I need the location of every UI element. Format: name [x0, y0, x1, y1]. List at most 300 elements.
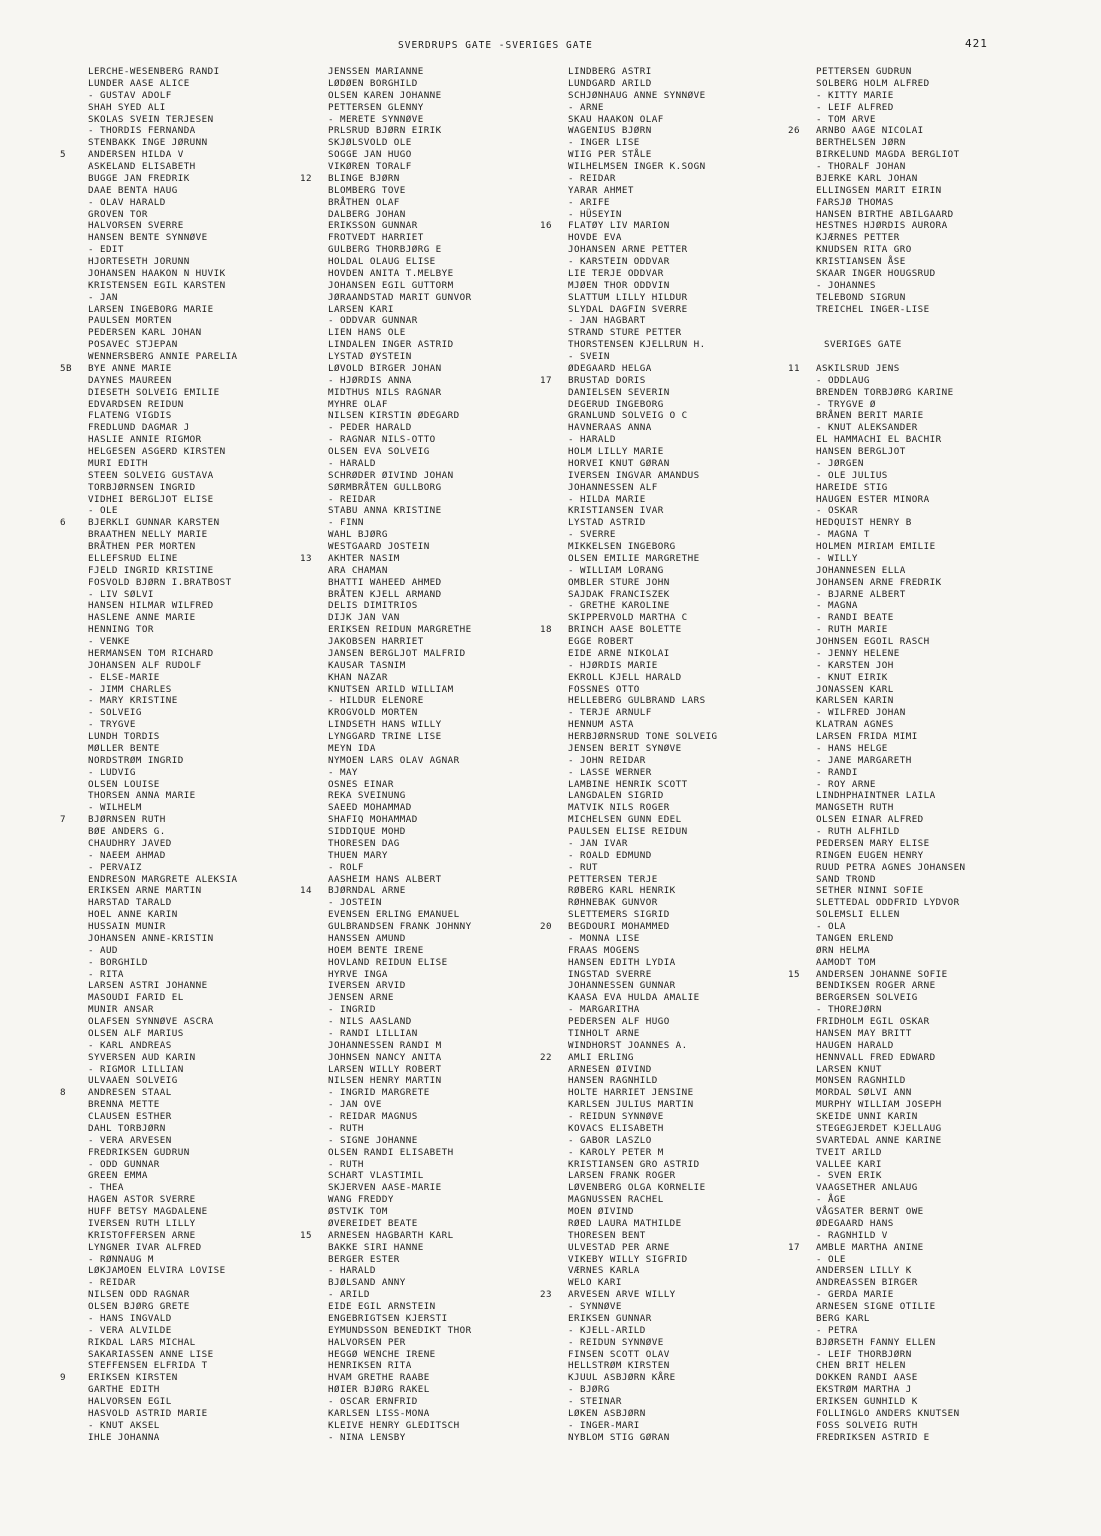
resident-entry	[788, 1349, 1023, 1361]
house-number: 16	[540, 220, 552, 232]
resident-entry	[300, 1313, 535, 1325]
resident-entry	[540, 933, 775, 945]
resident-name: HASLIE ANNIE RIGMOR	[88, 434, 202, 446]
resident-name: KLATRAN AGNES	[816, 719, 894, 731]
resident-name: KAUSAR TASNIM	[328, 659, 406, 671]
resident-name: - BORGHILD	[88, 956, 148, 968]
resident-name: FROTVEDT HARRIET	[328, 232, 424, 244]
resident-entry	[300, 838, 535, 850]
resident-entry	[300, 422, 535, 434]
house-number-entry	[788, 1242, 1023, 1254]
resident-name: HANSEN EDITH LYDIA	[568, 956, 676, 968]
house-number-entry	[60, 363, 295, 375]
house-number-entry	[300, 553, 535, 565]
resident-entry	[60, 185, 295, 197]
resident-entry	[788, 755, 1023, 767]
resident-name: HOLMEN MIRIAM EMILIE	[816, 541, 936, 552]
resident-entry	[300, 197, 535, 209]
resident-name: PETTERSEN GUDRUN	[816, 66, 912, 77]
resident-name: KNUDSEN RITA GRO	[816, 244, 912, 256]
resident-name: FOSS SOLVEIG RUTH	[816, 1419, 918, 1431]
resident-name: KNUTSEN ARILD WILLIAM	[328, 683, 454, 695]
resident-name: JOHANNESSEN ALF	[568, 481, 658, 493]
resident-entry	[60, 161, 295, 173]
house-number: 13	[300, 552, 312, 564]
resident-name: BEGDOURI MOHAMMED	[568, 921, 670, 932]
resident-entry	[300, 185, 535, 197]
resident-entry	[540, 363, 775, 375]
resident-name: AASHEIM HANS ALBERT	[328, 873, 442, 885]
resident-entry	[300, 612, 535, 624]
resident-name: HOLM LILLY MARIE	[568, 446, 664, 457]
resident-name: WANG FREDDY	[328, 1194, 394, 1206]
resident-name: MUNIR ANSAR	[88, 1004, 154, 1016]
resident-name: OSNES EINAR	[328, 778, 394, 790]
resident-entry	[60, 695, 295, 707]
resident-entry	[300, 909, 535, 921]
resident-name: - THOREJØRN	[816, 1004, 882, 1016]
resident-name: - OLE	[88, 505, 118, 517]
resident-entry	[540, 1111, 775, 1123]
resident-name: PETTERSEN TERJE	[568, 873, 658, 885]
resident-name: ARNESEN ØIVIND	[568, 1063, 652, 1075]
resident-entry	[60, 1360, 295, 1372]
resident-name: - OLE	[816, 1253, 846, 1265]
resident-name: SCHJØNHAUG ANNE SYNNØVE	[568, 89, 706, 101]
resident-name: FOSVOLD BJØRN I.BRATBOST	[88, 576, 232, 588]
resident-name: HUSSAIN MUNIR	[88, 921, 166, 932]
resident-entry	[540, 161, 775, 173]
resident-name: CLAUSEN ESTHER	[88, 1111, 172, 1122]
resident-name: HEDQUIST HENRY B	[816, 517, 912, 529]
resident-name: - VERA ALVILDE	[88, 1324, 172, 1336]
resident-name: VÆRNES KARLA	[568, 1265, 640, 1277]
resident-name: LUNDER AASE ALICE	[88, 77, 190, 89]
column-4	[788, 66, 1023, 1444]
resident-name: - JOHANNES	[816, 279, 876, 291]
resident-name: SØRMBRÅTEN GULLBORG	[328, 481, 442, 493]
resident-entry	[300, 684, 535, 696]
resident-name: BENDIKSEN ROGER ARNE	[816, 980, 936, 992]
resident-name: WELO KARI	[568, 1277, 622, 1289]
resident-entry	[300, 268, 535, 280]
resident-entry	[300, 541, 535, 553]
house-number-entry	[540, 1289, 775, 1301]
resident-entry	[788, 553, 1023, 565]
resident-entry	[540, 767, 775, 779]
resident-entry	[60, 897, 295, 909]
resident-name: - OLAV HARALD	[88, 196, 166, 208]
resident-name: PAULSEN ELISE REIDUN	[568, 826, 688, 837]
resident-entry	[540, 600, 775, 612]
resident-entry	[540, 790, 775, 802]
resident-name: JENSSEN MARIANNE	[328, 66, 424, 77]
resident-entry	[540, 684, 775, 696]
resident-entry	[300, 304, 535, 316]
resident-name: MORDAL SØLVI ANN	[816, 1087, 912, 1099]
resident-entry	[540, 1254, 775, 1266]
resident-entry	[300, 339, 535, 351]
resident-name: VIKEBY WILLY SIGFRID	[568, 1253, 688, 1265]
resident-name: REKA SVEINUNG	[328, 790, 406, 802]
house-number: 14	[300, 885, 312, 897]
resident-name: - SYNNØVE	[568, 1301, 622, 1312]
resident-entry	[300, 1420, 535, 1432]
resident-entry	[60, 755, 295, 767]
resident-entry	[300, 850, 535, 862]
resident-entry	[300, 707, 535, 719]
resident-name: - HÜSEYIN	[568, 208, 622, 220]
resident-entry	[60, 494, 295, 506]
resident-name: SLATTUM LILLY HILDUR	[568, 291, 688, 303]
resident-entry	[540, 1004, 775, 1016]
resident-name: - REIDUN SYNNØVE	[568, 1336, 664, 1348]
resident-name: - JAN IVAR	[568, 837, 628, 849]
resident-name: TELEBOND SIGRUN	[816, 291, 906, 303]
resident-name: - KARL ANDREAS	[88, 1039, 172, 1051]
resident-name: SAJDAK FRANCISZEK	[568, 588, 670, 600]
resident-name: BRÅTEN KJELL ARMAND	[328, 588, 442, 600]
resident-entry	[788, 102, 1023, 114]
resident-name: - HANS HELGE	[816, 742, 888, 754]
resident-name: - SOLVEIG	[88, 707, 142, 719]
resident-entry	[300, 1052, 535, 1064]
resident-name: LYSTAD ASTRID	[568, 517, 646, 529]
resident-name: KRISTIANSEN GRO ASTRID	[568, 1158, 700, 1170]
resident-entry	[60, 1004, 295, 1016]
resident-name: - MAGNA	[816, 600, 858, 612]
resident-name: ULVAAEN SOLVEIG	[88, 1075, 178, 1087]
resident-entry	[788, 1218, 1023, 1230]
resident-name: BRAATHEN NELLY MARIE	[88, 529, 208, 541]
resident-name: BIRKELUND MAGDA BERGLIOT	[816, 149, 960, 161]
resident-name: GULBERG THORBJØRG E	[328, 244, 442, 256]
resident-entry	[60, 802, 295, 814]
resident-entry	[788, 850, 1023, 862]
resident-name: MATVIK NILS ROGER	[568, 802, 670, 814]
resident-name: KARLSEN LISS-MONA	[328, 1407, 430, 1419]
resident-name: TREICHEL INGER-LISE	[816, 303, 930, 315]
resident-name: DAAE BENTA HAUG	[88, 184, 178, 196]
resident-name: NYBLOM STIG GØRAN	[568, 1431, 670, 1443]
resident-entry	[60, 375, 295, 387]
resident-name: SCHART VLASTIMIL	[328, 1170, 424, 1182]
resident-entry	[300, 624, 535, 636]
resident-entry	[300, 137, 535, 149]
resident-name: SLYDAL DAGFIN SVERRE	[568, 303, 688, 315]
resident-entry	[60, 1218, 295, 1230]
resident-entry	[788, 1420, 1023, 1432]
resident-name: ENGEBRIGTSEN KJERSTI	[328, 1312, 448, 1324]
resident-entry	[60, 684, 295, 696]
resident-entry	[60, 1111, 295, 1123]
resident-name: BERTHELSEN JØRN	[816, 137, 906, 149]
resident-entry	[540, 1313, 775, 1325]
resident-entry	[788, 137, 1023, 149]
house-number: 18	[540, 624, 552, 636]
resident-entry	[300, 1099, 535, 1111]
resident-name: BERG KARL	[816, 1312, 870, 1324]
resident-name: HELGESEN ASGERD KIRSTEN	[88, 446, 226, 457]
resident-entry	[300, 945, 535, 957]
resident-name: KLEIVE HENRY GLEDITSCH	[328, 1419, 460, 1431]
resident-entry	[788, 1194, 1023, 1206]
resident-entry	[300, 719, 535, 731]
resident-entry	[540, 1064, 775, 1076]
resident-name: ANDRESEN STAAL	[88, 1087, 172, 1099]
resident-entry	[60, 446, 295, 458]
resident-name: - GABOR LASZLO	[568, 1134, 652, 1146]
resident-entry	[540, 1360, 775, 1372]
house-number-entry	[60, 1087, 295, 1099]
resident-entry	[788, 672, 1023, 684]
house-number: 15	[300, 1229, 312, 1241]
house-number-entry	[540, 921, 775, 933]
resident-entry	[300, 434, 535, 446]
house-number-entry	[300, 1230, 535, 1242]
resident-entry	[300, 1384, 535, 1396]
resident-entry	[60, 553, 295, 565]
resident-name: LØVENBERG OLGA KORNELIE	[568, 1182, 706, 1194]
resident-entry	[300, 387, 535, 399]
resident-entry	[540, 838, 775, 850]
resident-name: HYRVE INGA	[328, 968, 388, 980]
resident-entry	[60, 648, 295, 660]
resident-entry	[788, 173, 1023, 185]
resident-entry	[540, 470, 775, 482]
resident-name: BJØRSETH FANNY ELLEN	[816, 1336, 936, 1348]
resident-name: MØLLER BENTE	[88, 742, 160, 754]
resident-name: - GUSTAV ADOLF	[88, 89, 172, 101]
resident-name: HALVORSEN EGIL	[88, 1396, 172, 1407]
resident-entry	[60, 1064, 295, 1076]
resident-entry	[540, 992, 775, 1004]
resident-entry	[788, 529, 1023, 541]
resident-name: SKEIDE UNNI KARIN	[816, 1111, 918, 1122]
resident-entry	[60, 1325, 295, 1337]
resident-name: - NAEEM AHMAD	[88, 849, 166, 861]
resident-entry	[540, 173, 775, 185]
resident-name: ERIKSEN GUNHILD K	[816, 1396, 918, 1407]
resident-name: SAEED MOHAMMAD	[328, 802, 412, 814]
resident-entry	[300, 458, 535, 470]
resident-entry	[60, 612, 295, 624]
resident-entry	[788, 422, 1023, 434]
resident-entry	[300, 1242, 535, 1254]
resident-entry	[788, 1230, 1023, 1242]
resident-name: - MERETE SYNNØVE	[328, 113, 424, 125]
resident-entry	[300, 529, 535, 541]
resident-entry	[300, 161, 535, 173]
resident-name: - INGER LISE	[568, 137, 640, 149]
resident-entry	[300, 695, 535, 707]
resident-entry	[60, 387, 295, 399]
resident-name: NILSEN ODD RAGNAR	[88, 1289, 190, 1301]
resident-entry	[300, 1194, 535, 1206]
resident-name: ERIKSEN ARNE MARTIN	[88, 885, 202, 897]
resident-name: MYHRE OLAF	[328, 398, 388, 410]
resident-name: EIDE EGIL ARNSTEIN	[328, 1301, 436, 1312]
resident-name: LUNDGARD ARILD	[568, 77, 652, 89]
house-number: 22	[540, 1051, 552, 1063]
resident-name: - JOHN REIDAR	[568, 754, 646, 766]
resident-entry	[788, 1277, 1023, 1289]
resident-entry	[60, 244, 295, 256]
resident-entry	[300, 980, 535, 992]
resident-name: - SIGNE JOHANNE	[328, 1134, 418, 1146]
resident-entry	[788, 304, 1023, 316]
resident-entry	[60, 1159, 295, 1171]
resident-entry	[300, 933, 535, 945]
resident-entry	[788, 494, 1023, 506]
resident-name: - JAN OVE	[328, 1099, 382, 1111]
resident-entry	[60, 660, 295, 672]
resident-name: BRENDEN TORBJØRG KARINE	[816, 386, 954, 398]
resident-name: OLSEN LOUISE	[88, 778, 160, 790]
resident-entry	[60, 90, 295, 102]
resident-entry	[300, 1325, 535, 1337]
resident-name: FARSJØ THOMAS	[816, 196, 894, 208]
resident-name: EKSTRØM MARTHA J	[816, 1384, 912, 1396]
resident-entry	[788, 149, 1023, 161]
resident-entry	[788, 1372, 1023, 1384]
resident-name: - ARIFE	[568, 196, 610, 208]
resident-entry	[788, 660, 1023, 672]
resident-entry	[60, 1337, 295, 1349]
resident-entry	[300, 399, 535, 411]
resident-entry	[540, 494, 775, 506]
resident-name: JOHANSEN EGIL GUTTORM	[328, 279, 454, 291]
resident-name: INGSTAD SVERRE	[568, 968, 652, 980]
resident-name: HOEM BENTE IRENE	[328, 944, 424, 956]
resident-name: OLSEN BJØRG GRETE	[88, 1301, 190, 1312]
house-number: 15	[788, 968, 800, 980]
resident-entry	[788, 1099, 1023, 1111]
resident-name: HALVORSEN PER	[328, 1336, 406, 1348]
resident-entry	[60, 339, 295, 351]
resident-entry	[540, 244, 775, 256]
resident-entry	[540, 826, 775, 838]
resident-name: HANSSEN AMUND	[328, 932, 406, 944]
resident-name: ELLINGSEN MARIT EIRIN	[816, 184, 942, 196]
resident-name: HELLSTRØM KIRSTEN	[568, 1360, 670, 1372]
resident-name: ERIKSSON GUNNAR	[328, 220, 418, 232]
resident-entry	[788, 375, 1023, 387]
resident-entry	[300, 1111, 535, 1123]
resident-name: THORESEN BENT	[568, 1229, 646, 1241]
resident-entry	[540, 399, 775, 411]
resident-entry	[540, 410, 775, 422]
resident-name: STRAND STURE PETTER	[568, 327, 682, 339]
resident-entry	[788, 862, 1023, 874]
resident-entry	[788, 1360, 1023, 1372]
resident-entry	[540, 577, 775, 589]
house-number: 5	[60, 149, 66, 161]
resident-name: - EDIT	[88, 244, 124, 256]
resident-name: - FINN	[328, 517, 364, 529]
resident-name: SIDDIQUE MOHD	[328, 826, 406, 837]
resident-entry	[540, 1325, 775, 1337]
resident-entry	[60, 1182, 295, 1194]
resident-name: SVARTEDAL ANNE KARINE	[816, 1134, 942, 1146]
resident-entry	[540, 280, 775, 292]
resident-name: OLSEN KAREN JOHANNE	[328, 89, 442, 101]
resident-entry	[300, 636, 535, 648]
resident-name: - GERDA MARIE	[816, 1289, 894, 1301]
resident-entry	[788, 790, 1023, 802]
resident-entry	[540, 636, 775, 648]
resident-name: KRISTOFFERSEN ARNE	[88, 1229, 196, 1241]
resident-name: - RUTH MARIE	[816, 624, 888, 636]
resident-name: DAHL TORBJØRN	[88, 1122, 166, 1134]
resident-name: - RANDI LILLIAN	[328, 1027, 418, 1039]
house-number-entry	[60, 1372, 295, 1384]
resident-name: - VENKE	[88, 636, 130, 647]
resident-name: JENSEN BERIT SYNØVE	[568, 742, 682, 754]
resident-name: ØVEREIDET BEATE	[328, 1217, 418, 1229]
resident-entry	[540, 1159, 775, 1171]
resident-name: FRAAS MOGENS	[568, 944, 640, 956]
resident-entry	[788, 897, 1023, 909]
resident-name: STEFFENSEN ELFRIDA T	[88, 1360, 208, 1372]
resident-entry	[60, 1099, 295, 1111]
resident-entry	[60, 280, 295, 292]
resident-entry	[60, 624, 295, 636]
resident-name: KROGVOLD MORTEN	[328, 707, 418, 719]
resident-name: - ROALD EDMUND	[568, 849, 652, 861]
resident-entry	[60, 399, 295, 411]
resident-entry	[540, 387, 775, 399]
resident-name: - HJØRDIS MARIE	[568, 659, 658, 671]
resident-entry	[788, 220, 1023, 232]
resident-name: PEDERSEN MARY ELISE	[816, 837, 930, 849]
resident-entry	[300, 1028, 535, 1040]
resident-entry	[540, 980, 775, 992]
resident-entry	[540, 1194, 775, 1206]
resident-entry	[300, 375, 535, 387]
column-2	[300, 66, 535, 1444]
resident-entry	[540, 327, 775, 339]
resident-name: LARSEN ASTRI JOHANNE	[88, 980, 208, 992]
resident-entry	[60, 945, 295, 957]
resident-name: TVEIT ARILD	[816, 1146, 882, 1158]
resident-entry	[788, 612, 1023, 624]
resident-entry	[300, 1004, 535, 1016]
resident-name: LERCHE-WESENBERG RANDI	[88, 66, 220, 77]
resident-name: ØSTVIK TOM	[328, 1206, 388, 1217]
resident-name: ELLEFSRUD ELINE	[88, 552, 178, 564]
resident-name: SLETTEMERS SIGRID	[568, 909, 670, 921]
resident-name: - WILHELM	[88, 802, 142, 814]
resident-name: HEGGØ WENCHE IRENE	[328, 1348, 436, 1360]
resident-entry	[60, 707, 295, 719]
resident-name: - MARGARITHA	[568, 1004, 640, 1016]
resident-name: POSAVEC STJEPAN	[88, 339, 178, 351]
house-number-entry	[788, 125, 1023, 137]
resident-name: HASLENE ANNE MARIE	[88, 612, 196, 624]
resident-name: BRÅNEN BERIT MARIE	[816, 410, 924, 422]
resident-entry	[788, 1206, 1023, 1218]
resident-name: IVERSEN INGVAR AMANDUS	[568, 469, 700, 481]
resident-name: BJØLSAND ANNY	[328, 1277, 406, 1289]
resident-entry	[60, 1408, 295, 1420]
resident-entry	[300, 102, 535, 114]
house-number-entry	[300, 173, 535, 185]
resident-entry	[540, 1123, 775, 1135]
resident-name: CHEN BRIT HELEN	[816, 1360, 906, 1372]
resident-name: - ÅGE	[816, 1194, 846, 1206]
resident-entry	[300, 114, 535, 126]
